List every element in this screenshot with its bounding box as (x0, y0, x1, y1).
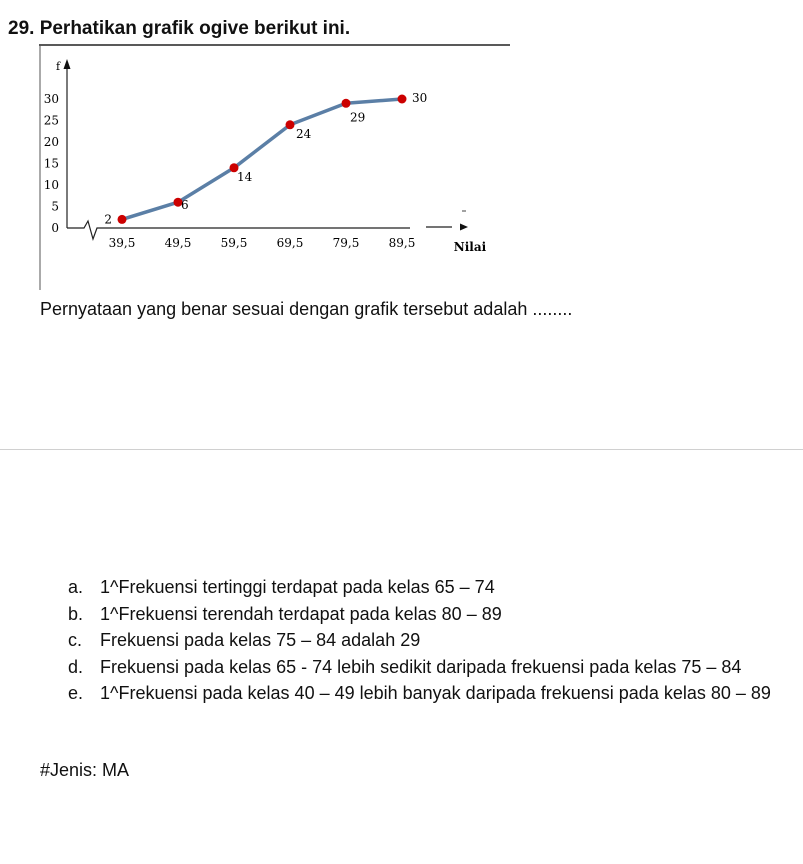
option-text: Frekuensi pada kelas 65 - 74 lebih sedikit daripada frekuensi pada kelas 75 – 84 (100, 656, 742, 677)
x-tick-label: 89,5 (388, 236, 416, 250)
ogive-series (104, 91, 427, 226)
ogive-chart-svg (0, 0, 803, 300)
y-tick-label: 20 (43, 135, 59, 149)
y-axis-label: f (55, 60, 61, 73)
data-point-marker (398, 95, 407, 104)
y-axis-arrow-icon (64, 59, 71, 69)
x-tick-labels (109, 236, 416, 250)
y-tick-labels (44, 92, 59, 235)
x-axis-label: Nilai (453, 240, 487, 254)
data-point-marker (342, 99, 351, 108)
x-tick-label: 79,5 (332, 236, 360, 250)
option-d[interactable] (68, 654, 788, 681)
option-letter: d. (68, 656, 84, 677)
section-divider (0, 449, 803, 450)
option-e[interactable] (68, 680, 788, 707)
option-letter: e. (68, 683, 84, 703)
data-point-label: 29 (350, 110, 366, 125)
option-letter: c. (68, 630, 83, 650)
data-point-label: 24 (296, 126, 312, 141)
option-b[interactable] (68, 601, 788, 628)
y-tick-label: 25 (43, 113, 59, 128)
data-point-label: 6 (181, 198, 189, 213)
ogive-chart (0, 0, 803, 300)
option-letter: a. (68, 577, 84, 597)
x-axis-arrow-icon (460, 224, 468, 231)
data-point-label: 14 (237, 169, 253, 184)
question-type-tag: #Jenis: MA (40, 760, 130, 780)
x-tick-label: 49,5 (164, 236, 192, 250)
data-point-label: 30 (412, 91, 428, 105)
question-title: 29. Perhatikan grafik ogive berikut ini. (8, 18, 351, 39)
data-point-label: 2 (104, 212, 112, 227)
x-tick-label: 59,5 (220, 236, 248, 250)
y-tick-label: 5 (51, 199, 59, 214)
y-tick-label: 10 (43, 178, 59, 192)
x-tick-label: 69,5 (276, 236, 304, 250)
option-text: 1^Frekuensi terendah terdapat pada kelas 80 – 89 (100, 603, 502, 624)
x-tick-label: 39,5 (108, 236, 136, 250)
y-tick-label: 15 (43, 156, 59, 171)
option-letter: b. (68, 603, 84, 624)
option-c[interactable] (68, 627, 788, 654)
option-text: 1^Frekuensi pada kelas 40 – 49 lebih banyak daripada frekuensi pada kelas 80 – 89 (100, 683, 771, 703)
option-text: Frekuensi pada kelas 75 – 84 adalah 29 (100, 630, 421, 650)
option-text: 1^Frekuensi tertinggi terdapat pada kelas 65 – 74 (100, 577, 495, 597)
question-prompt: Pernyataan yang benar sesuai dengan grafik tersebut adalah ........ (40, 299, 573, 319)
option-a[interactable] (68, 574, 788, 601)
data-point-marker (118, 215, 127, 224)
data-point-marker (286, 120, 295, 129)
y-tick-label: 30 (43, 92, 59, 106)
answer-options (68, 574, 788, 707)
y-tick-label: 0 (51, 221, 59, 235)
